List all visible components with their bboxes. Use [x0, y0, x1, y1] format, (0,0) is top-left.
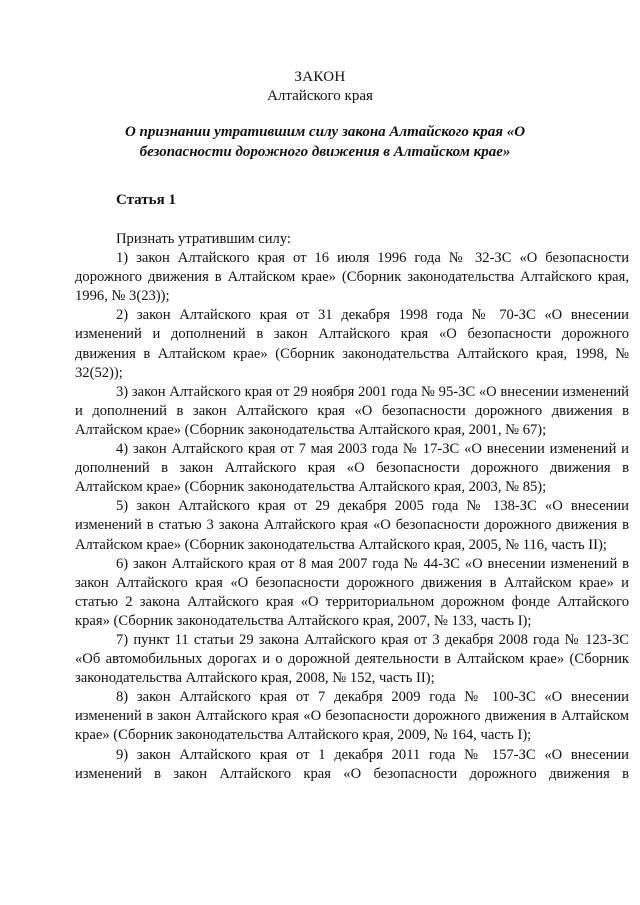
- article-item-2: 2) закон Алтайского края от 31 декабря 1998 года № 70-ЗС «О внесении изменений и дополнений в закон Алтайского края «О безопасности дорожного движения в Алтайском крае» (Сборник законодательства Алтайского края, 1998, № 32(52));: [75, 307, 629, 381]
- article-intro: Признать утратившим силу:: [116, 231, 291, 247]
- article-item-5: 5) закон Алтайского края от 29 декабря 2005 года № 138-ЗС «О внесении изменений в статью 3 закона Алтайского края «О безопасности дорожного движения в Алтайском крае» (Сборник законодательства Алтайского края, 2005, № 116, часть II);: [75, 498, 629, 553]
- article-body: [75, 230, 629, 784]
- article-item-3: 3) закон Алтайского края от 29 ноября 2001 года № 95-ЗС «О внесении изменений и дополнений в закон Алтайского края «О безопасности дорожного движения в Алтайском крае» (Сборник законодательства Алтайского края, 2001, № 67);: [75, 383, 629, 438]
- article-item-9: 9) закон Алтайского края от 1 декабря 2011 года № 157-ЗС «О внесении изменений в закон Алтайского края «О безопасности дорожного движения в: [75, 746, 629, 782]
- law-region-subtitle: Алтайского края: [267, 88, 373, 104]
- law-title: ЗАКОН: [294, 69, 346, 85]
- article-heading: Статья 1: [116, 192, 176, 208]
- article-item-4: 4) закон Алтайского края от 7 мая 2003 года № 17-ЗС «О внесении изменений и дополнений в закон Алтайского края «О безопасности дорожного движения в Алтайском крае» (Сборник законодательства Алтайского края, 2003, № 85);: [75, 441, 629, 496]
- article-item-6: 6) закон Алтайского края от 8 мая 2007 года № 44-ЗС «О внесении изменений в закон Алтайского края «О безопасности дорожного движения в Алтайском крае» и статью 2 закона Алтайского края «О территориальном дорожном фонде Алтайского края» (Сборник законодательства Алтайского края, 2007, № 133, часть I);: [75, 555, 629, 629]
- article-item-7: 7) пункт 11 статьи 29 закона Алтайского края от 3 декабря 2008 года № 123-ЗС «Об автомобильных дорогах и о дорожной деятельности в Алтайском крае» (Сборник законодательства Алтайского края, 2008, № 152, часть II);: [75, 631, 629, 687]
- article-item-1: 1) закон Алтайского края от 16 июля 1996 года № 32-ЗС «О безопасности дорожного движения в Алтайском крае» (Сборник законодательства Алтайского края, 1996, № 3(23));: [75, 250, 629, 305]
- law-name-heading: О признании утратившим силу закона Алтайского края «О безопасности дорожного движения в Алтайском крае»: [124, 124, 526, 160]
- article-item-8: 8) закон Алтайского края от 7 декабря 2009 года № 100-ЗС «О внесении изменений в закон Алтайского края «О безопасности дорожного движения в Алтайском крае» (Сборник законодательства Алтайского края, 2009, № 164, часть I);: [75, 689, 629, 744]
